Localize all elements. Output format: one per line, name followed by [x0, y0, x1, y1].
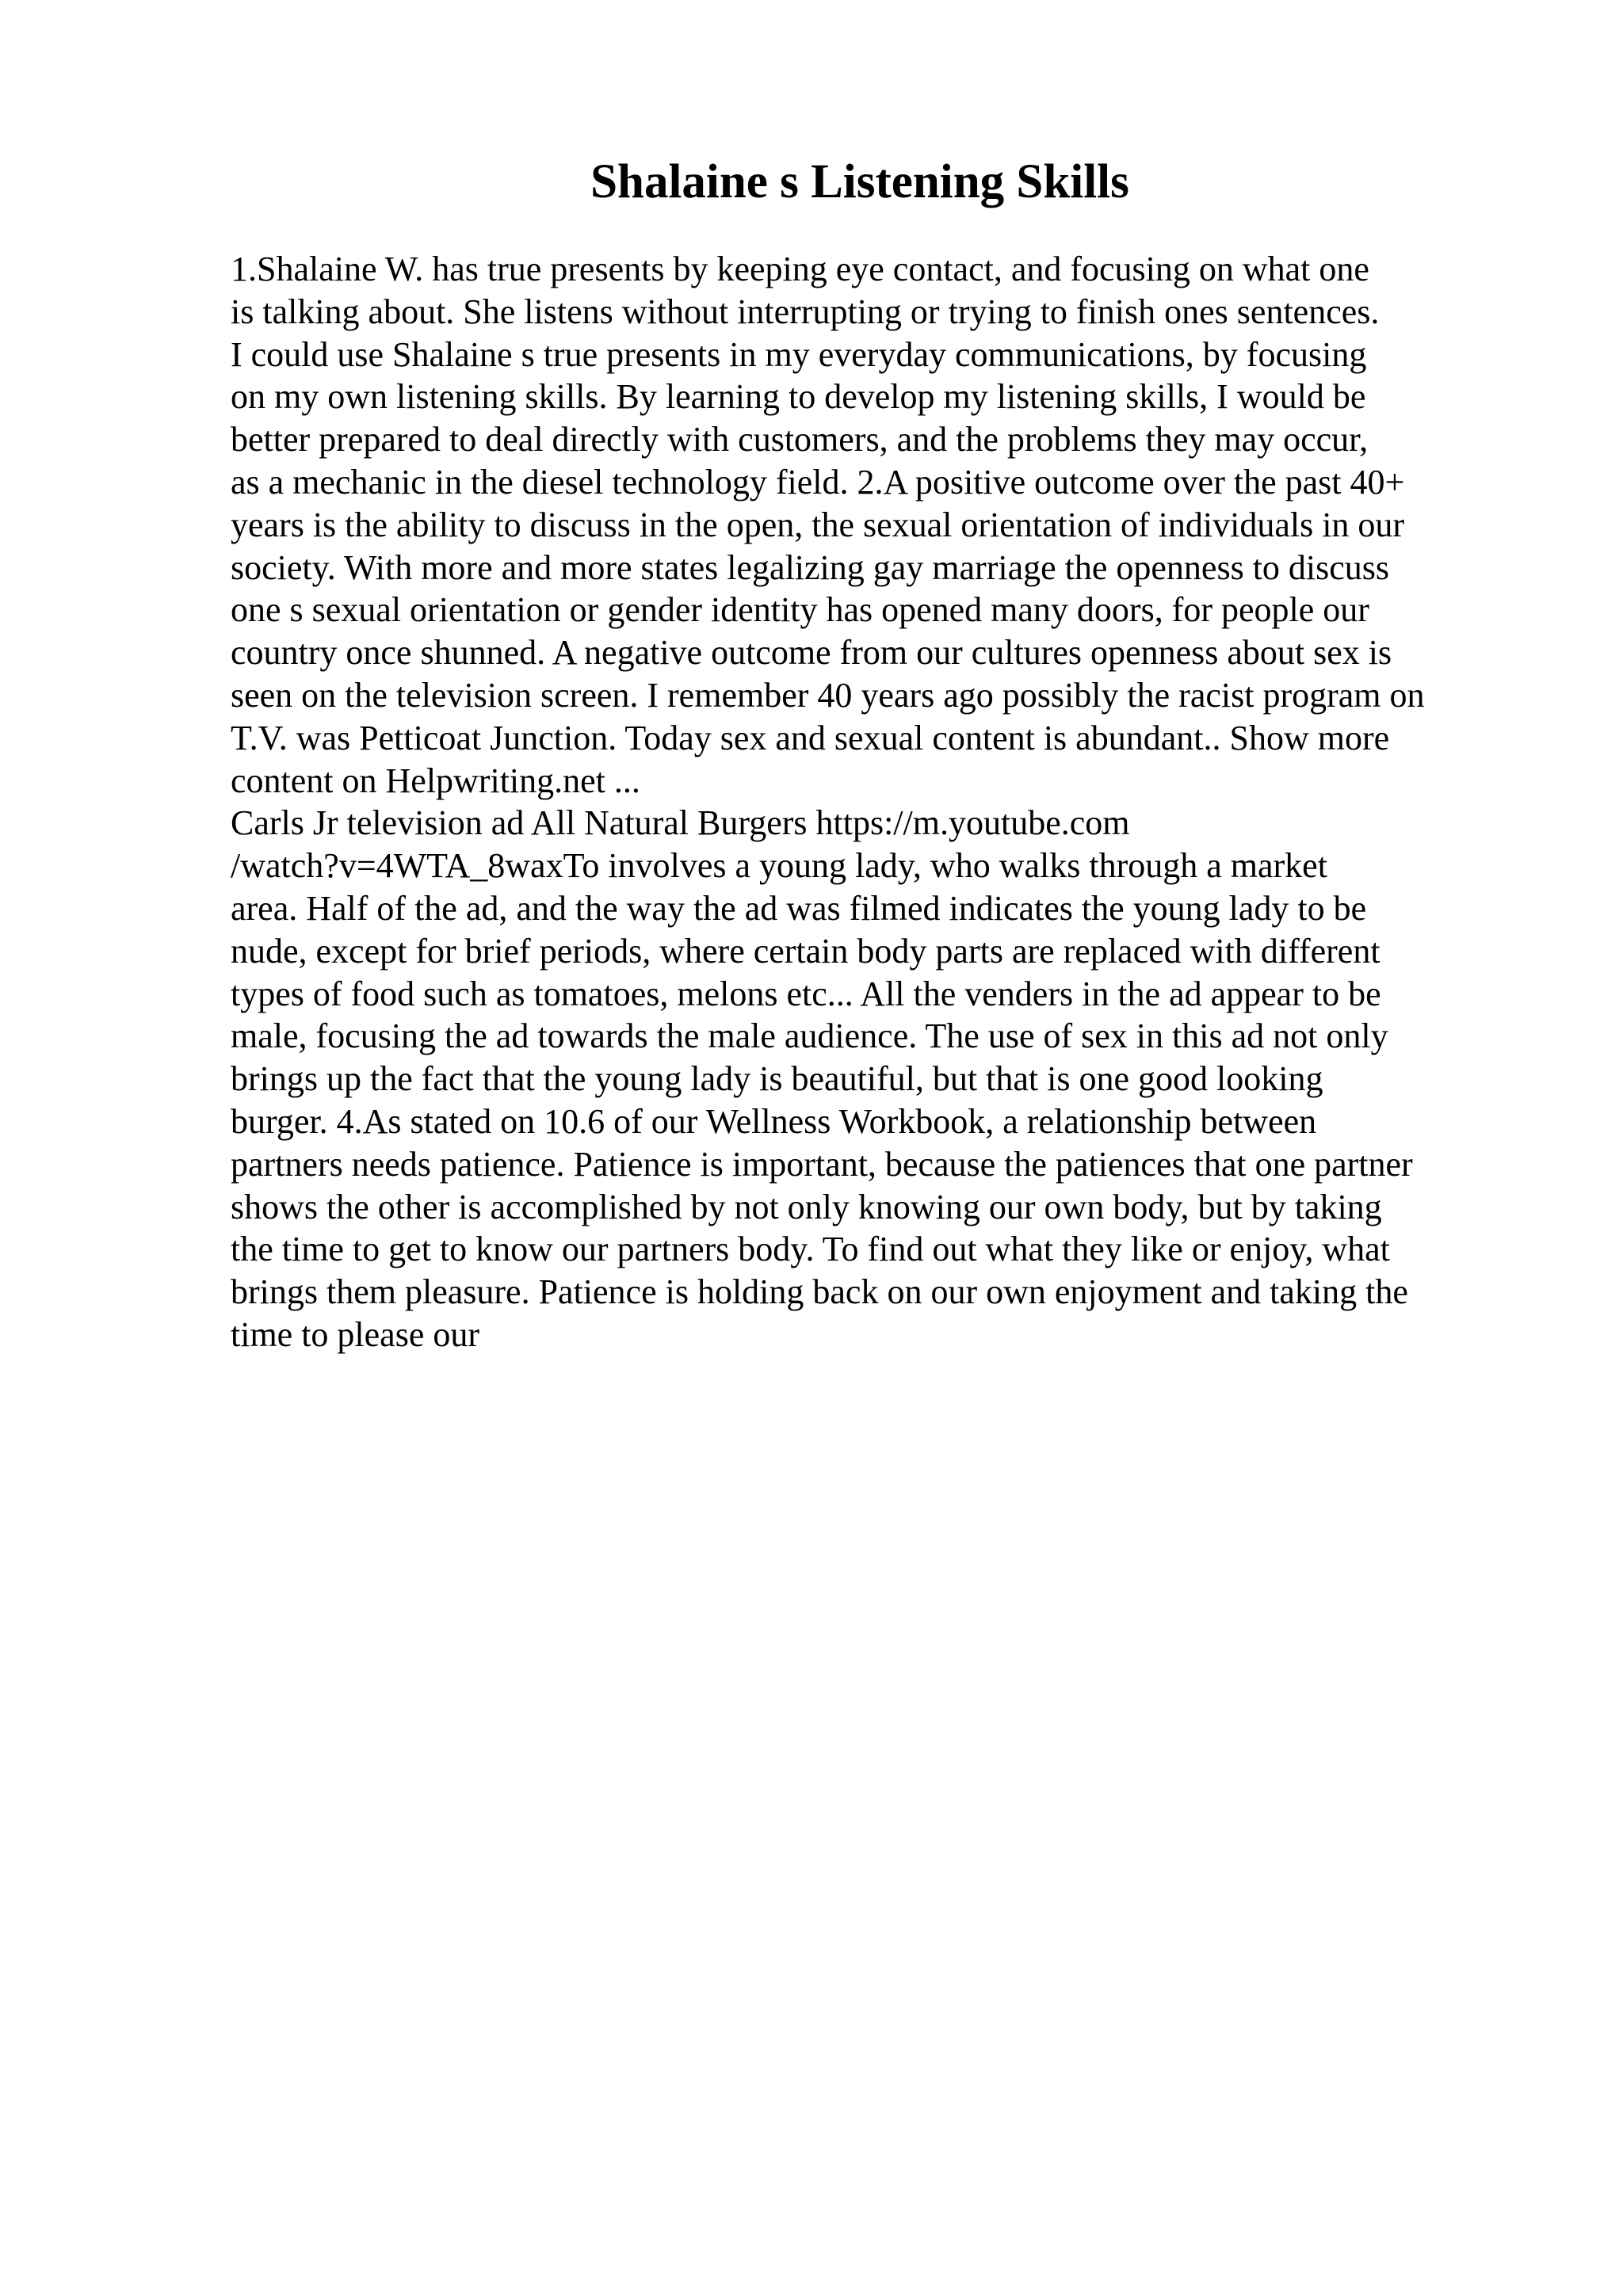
- body-line: the time to get to know our partners body. To find out what they like or enjoy, what: [231, 1230, 1390, 1269]
- document-title: Shalaine s Listening Skills: [590, 155, 1129, 208]
- body-line: as a mechanic in the diesel technology field. 2.A positive outcome over the past 40+: [231, 462, 1405, 502]
- body-line: years is the ability to discuss in the open, the sexual orientation of individuals in our: [231, 505, 1405, 544]
- body-line: brings them pleasure. Patience is holding back on our own enjoyment and taking the: [231, 1272, 1408, 1312]
- body-line: on my own listening skills. By learning to develop my listening skills, I would be: [231, 377, 1366, 417]
- body-line: 1.Shalaine W. has true presents by keeping eye contact, and focusing on what one: [231, 250, 1369, 288]
- body-line: country once shunned. A negative outcome from our cultures openness about sex is: [231, 633, 1392, 673]
- body-line: male, focusing the ad towards the male audience. The use of sex in this ad not only: [231, 1016, 1388, 1056]
- body-line: types of food such as tomatoes, melons etc... All the venders in the ad appear to be: [231, 974, 1381, 1013]
- body-line: nude, except for brief periods, where certain body parts are replaced with different: [231, 931, 1381, 971]
- body-line: shows the other is accomplished by not only knowing our own body, but by taking: [231, 1187, 1382, 1226]
- body-line: better prepared to deal directly with customers, and the problems they may occur,: [231, 420, 1369, 460]
- body-line: partners needs patience. Patience is important, because the patiences that one partner: [231, 1144, 1413, 1184]
- body-line: burger. 4.As stated on 10.6 of our Wellness Workbook, a relationship between: [231, 1101, 1317, 1141]
- body-line: area. Half of the ad, and the way the ad was filmed indicates the young lady to be: [231, 888, 1367, 928]
- body-line: T.V. was Petticoat Junction. Today sex and sexual content is abundant.. Show more: [231, 718, 1390, 757]
- body-line: brings up the fact that the young lady is beautiful, but that is one good looking: [231, 1059, 1323, 1099]
- body-line: time to please our: [231, 1314, 480, 1354]
- body-line: Carls Jr television ad All Natural Burgers https://m.youtube.com: [231, 803, 1130, 843]
- body-line: /watch?v=4WTA_8waxTo involves a young lady, who walks through a market: [231, 846, 1327, 886]
- body-line: is talking about. She listens without interrupting or trying to finish ones sentences.: [231, 292, 1380, 331]
- body-line: seen on the television screen. I remember 40 years ago possibly the racist program on: [231, 675, 1425, 715]
- body-line: one s sexual orientation or gender identity has opened many doors, for people our: [231, 590, 1369, 630]
- body-line: society. With more and more states legalizing gay marriage the openness to discuss: [231, 547, 1390, 587]
- document-body: [231, 248, 1514, 1356]
- body-line: content on Helpwriting.net ...: [231, 761, 640, 800]
- body-line: I could use Shalaine s true presents in my everyday communications, by focusing: [231, 334, 1367, 374]
